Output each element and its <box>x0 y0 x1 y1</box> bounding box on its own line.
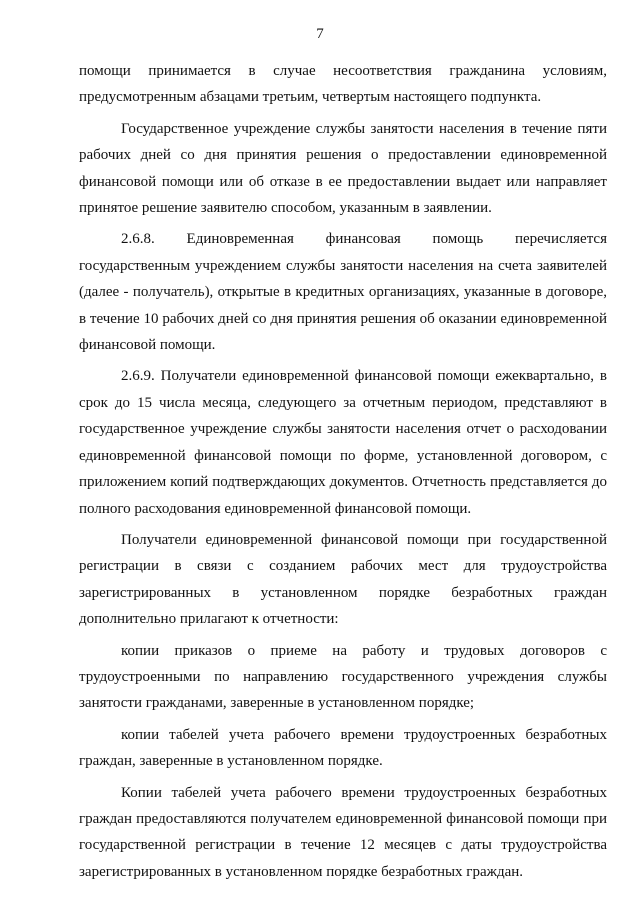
paragraph-order-copies: копии приказов о приеме на работу и трудовых договоров с трудоустроенными по направлению государственного учреждения службы занятости гражданами, заверенные в установленном порядке; <box>79 642 607 712</box>
paragraph-decision-notice: Государственное учреждение службы занятости населения в течение пяти рабочих дней со дня принятия решения о предоставлении единовременной финансовой помощи или об отказе в ее предоставлении выдает или направляет принятое решение заявителю способом, указанным в заявлении. <box>79 120 607 217</box>
paragraph-timesheet-submission: Копии табелей учета рабочего времени трудоустроенных безработных граждан предоставляются получателем единовременной финансовой помощи при государственной регистрации в течение 12 месяцев с даты трудоустройства зарегистрированных в установленном порядке безработных граждан. <box>79 784 607 880</box>
paragraph-2-6-8: 2.6.8. Единовременная финансовая помощь перечисляется государственным учреждением службы занятости населения на счета заявителей (далее - получатель), открытые в кредитных организациях, указанные в договоре, в течение 10 рабочих дней со дня принятия решения об оказании единовременной финансовой помощи. <box>79 231 607 354</box>
paragraph-continuation: помощи принимается в случае несоответствия гражданина условиям, предусмотренным абзацами третьим, четвертым настоящего подпункта. <box>79 63 607 106</box>
paragraph-timesheet-copies: копии табелей учета рабочего времени трудоустроенных безработных граждан, заверенные в установленном порядке. <box>79 726 607 770</box>
page-number: 7 <box>316 26 324 42</box>
paragraph-2-6-9: 2.6.9. Получатели единовременной финансовой помощи ежеквартально, в срок до 15 числа месяца, следующего за отчетным периодом, представляют в государственное учреждение службы занятости населения отчет о расходовании единовременной финансовой помощи по форме, установленной договором, с приложением копий подтверждающих документов. Отчетность представляется до полного расходования единовременной финансовой помощи. <box>79 368 607 517</box>
paragraph-reporting-attachments: Получатели единовременной финансовой помощи при государственной регистрации в связи с созданием рабочих мест для трудоустройства зарегистрированных в установленном порядке безработных граждан дополнительно прилагают к отчетности: <box>79 531 607 628</box>
document-body <box>79 58 607 890</box>
